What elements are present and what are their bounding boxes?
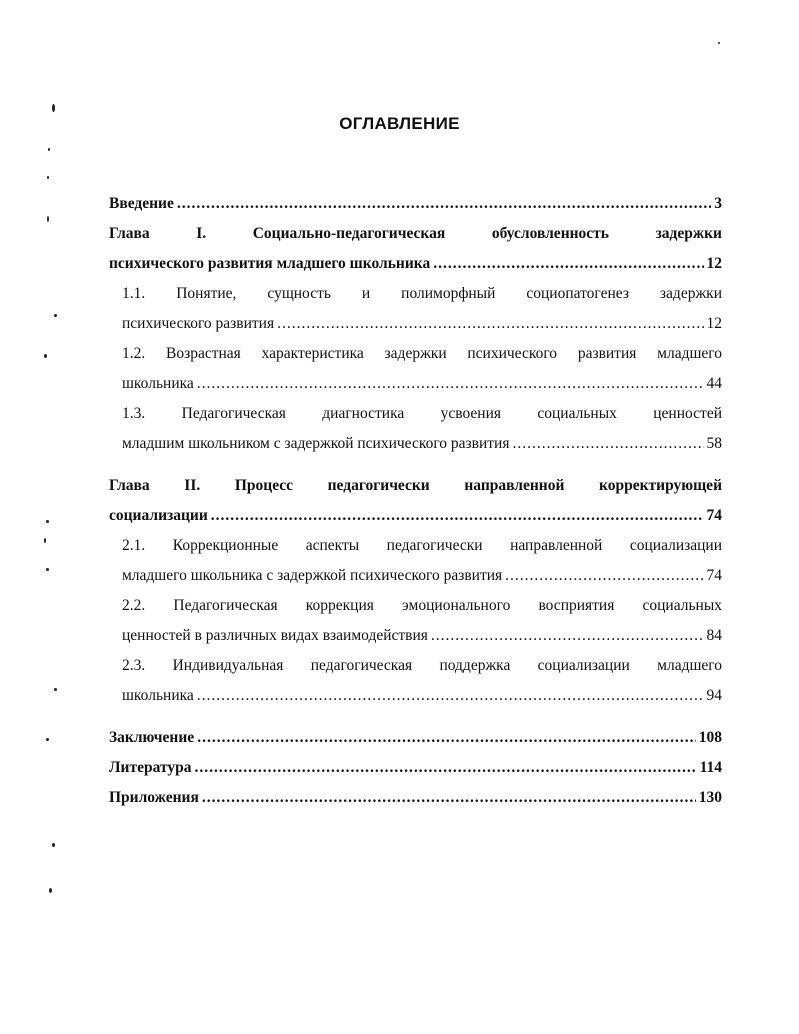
toc-page-number: 12 (706, 255, 722, 272)
toc-entry-line (122, 429, 722, 459)
toc-entry-line (109, 249, 722, 279)
toc-entry-text: Заключение (109, 729, 195, 746)
toc-entry-section-2-2 (122, 591, 722, 651)
toc-page-number: 84 (706, 627, 722, 644)
toc-page-number: 74 (706, 567, 722, 584)
toc-entry-text: младшим школьником с задержкой психического развития (122, 435, 510, 452)
toc-entry-text: школьника (122, 375, 194, 392)
toc-entry-text: психического развития младшего школьника (109, 255, 431, 272)
toc-entry-section-1-2 (122, 339, 722, 399)
toc-entry-text: Литература (109, 759, 192, 776)
toc-entry-line (109, 189, 722, 219)
toc-entry-line (122, 621, 722, 651)
toc-entry-text: Глава I. Социально-педагогическая обусловленность задержки (109, 225, 722, 242)
toc-entry-text: младшего школьника с задержкой психического развития (122, 567, 503, 584)
dot-leader (277, 309, 703, 339)
dot-leader (202, 783, 696, 813)
toc-entry-line (109, 753, 722, 783)
page-title: ОГЛАВЛЕНИЕ (339, 114, 460, 133)
toc-page-number: 114 (699, 759, 722, 776)
toc-page-number: 44 (706, 375, 722, 392)
toc-entry-line (122, 681, 722, 711)
toc-page-number: 3 (714, 195, 722, 212)
toc-entry-text: Глава II. Процесс педагогически направленной корректирующей (109, 477, 722, 494)
dot-leader (512, 429, 703, 459)
toc-entry-line (122, 309, 722, 339)
dot-leader (505, 561, 703, 591)
toc-entry-text: Приложения (109, 789, 199, 806)
toc-entry-section-2-3 (122, 651, 722, 711)
toc-page-number: 94 (706, 687, 722, 704)
toc-entry-section-1-1 (122, 279, 722, 339)
toc-entry-line (109, 723, 722, 753)
toc-entry-literature (109, 753, 722, 783)
toc-page-number: 12 (706, 315, 722, 332)
toc-entry-chapter-2 (109, 471, 722, 531)
toc-entry-line (109, 783, 722, 813)
toc-entry-text: 1.2. Возрастная характеристика задержки психического развития младшего (122, 345, 722, 362)
toc-entry-text: психического развития (122, 315, 275, 332)
dot-leader (433, 249, 703, 279)
toc-entry-line (109, 501, 722, 531)
dot-leader (431, 621, 704, 651)
toc-entry-text: социализации (109, 507, 208, 524)
table-of-contents (109, 189, 722, 813)
toc-entry-section-1-3 (122, 399, 722, 459)
toc-entry-text: школьника (122, 687, 194, 704)
toc-entry-text: 1.1. Понятие, сущность и полиморфный социопатогенез задержки (122, 285, 722, 302)
toc-entry-text: ценностей в различных видах взаимодействия (122, 627, 428, 644)
dot-leader (197, 723, 696, 753)
toc-entry-chapter-1 (109, 219, 722, 279)
dot-leader (211, 501, 704, 531)
toc-page-number: 130 (698, 789, 722, 806)
dot-leader (194, 753, 696, 783)
toc-page-number: 74 (706, 507, 722, 524)
toc-entry-text: 1.3. Педагогическая диагностика усвоения социальных ценностей (122, 405, 722, 422)
toc-entry-line (122, 369, 722, 399)
toc-entry-text: 2.1. Коррекционные аспекты педагогически направленной социализации (122, 537, 722, 554)
toc-entry-appendices (109, 783, 722, 813)
toc-entry-line (122, 561, 722, 591)
toc-entry-section-2-1 (122, 531, 722, 591)
dot-leader (197, 681, 704, 711)
toc-entry-introduction (109, 189, 722, 219)
toc-entry-text: 2.2. Педагогическая коррекция эмоционального восприятия социальных (122, 597, 722, 614)
toc-entry-text: Введение (109, 195, 174, 212)
toc-page-number: 108 (698, 729, 722, 746)
toc-entry-text: 2.3. Индивидуальная педагогическая поддержка социализации младшего (122, 657, 722, 674)
dot-leader (197, 369, 704, 399)
toc-page-number: 58 (706, 435, 722, 452)
toc-entry-conclusion (109, 723, 722, 753)
dot-leader (177, 189, 711, 219)
